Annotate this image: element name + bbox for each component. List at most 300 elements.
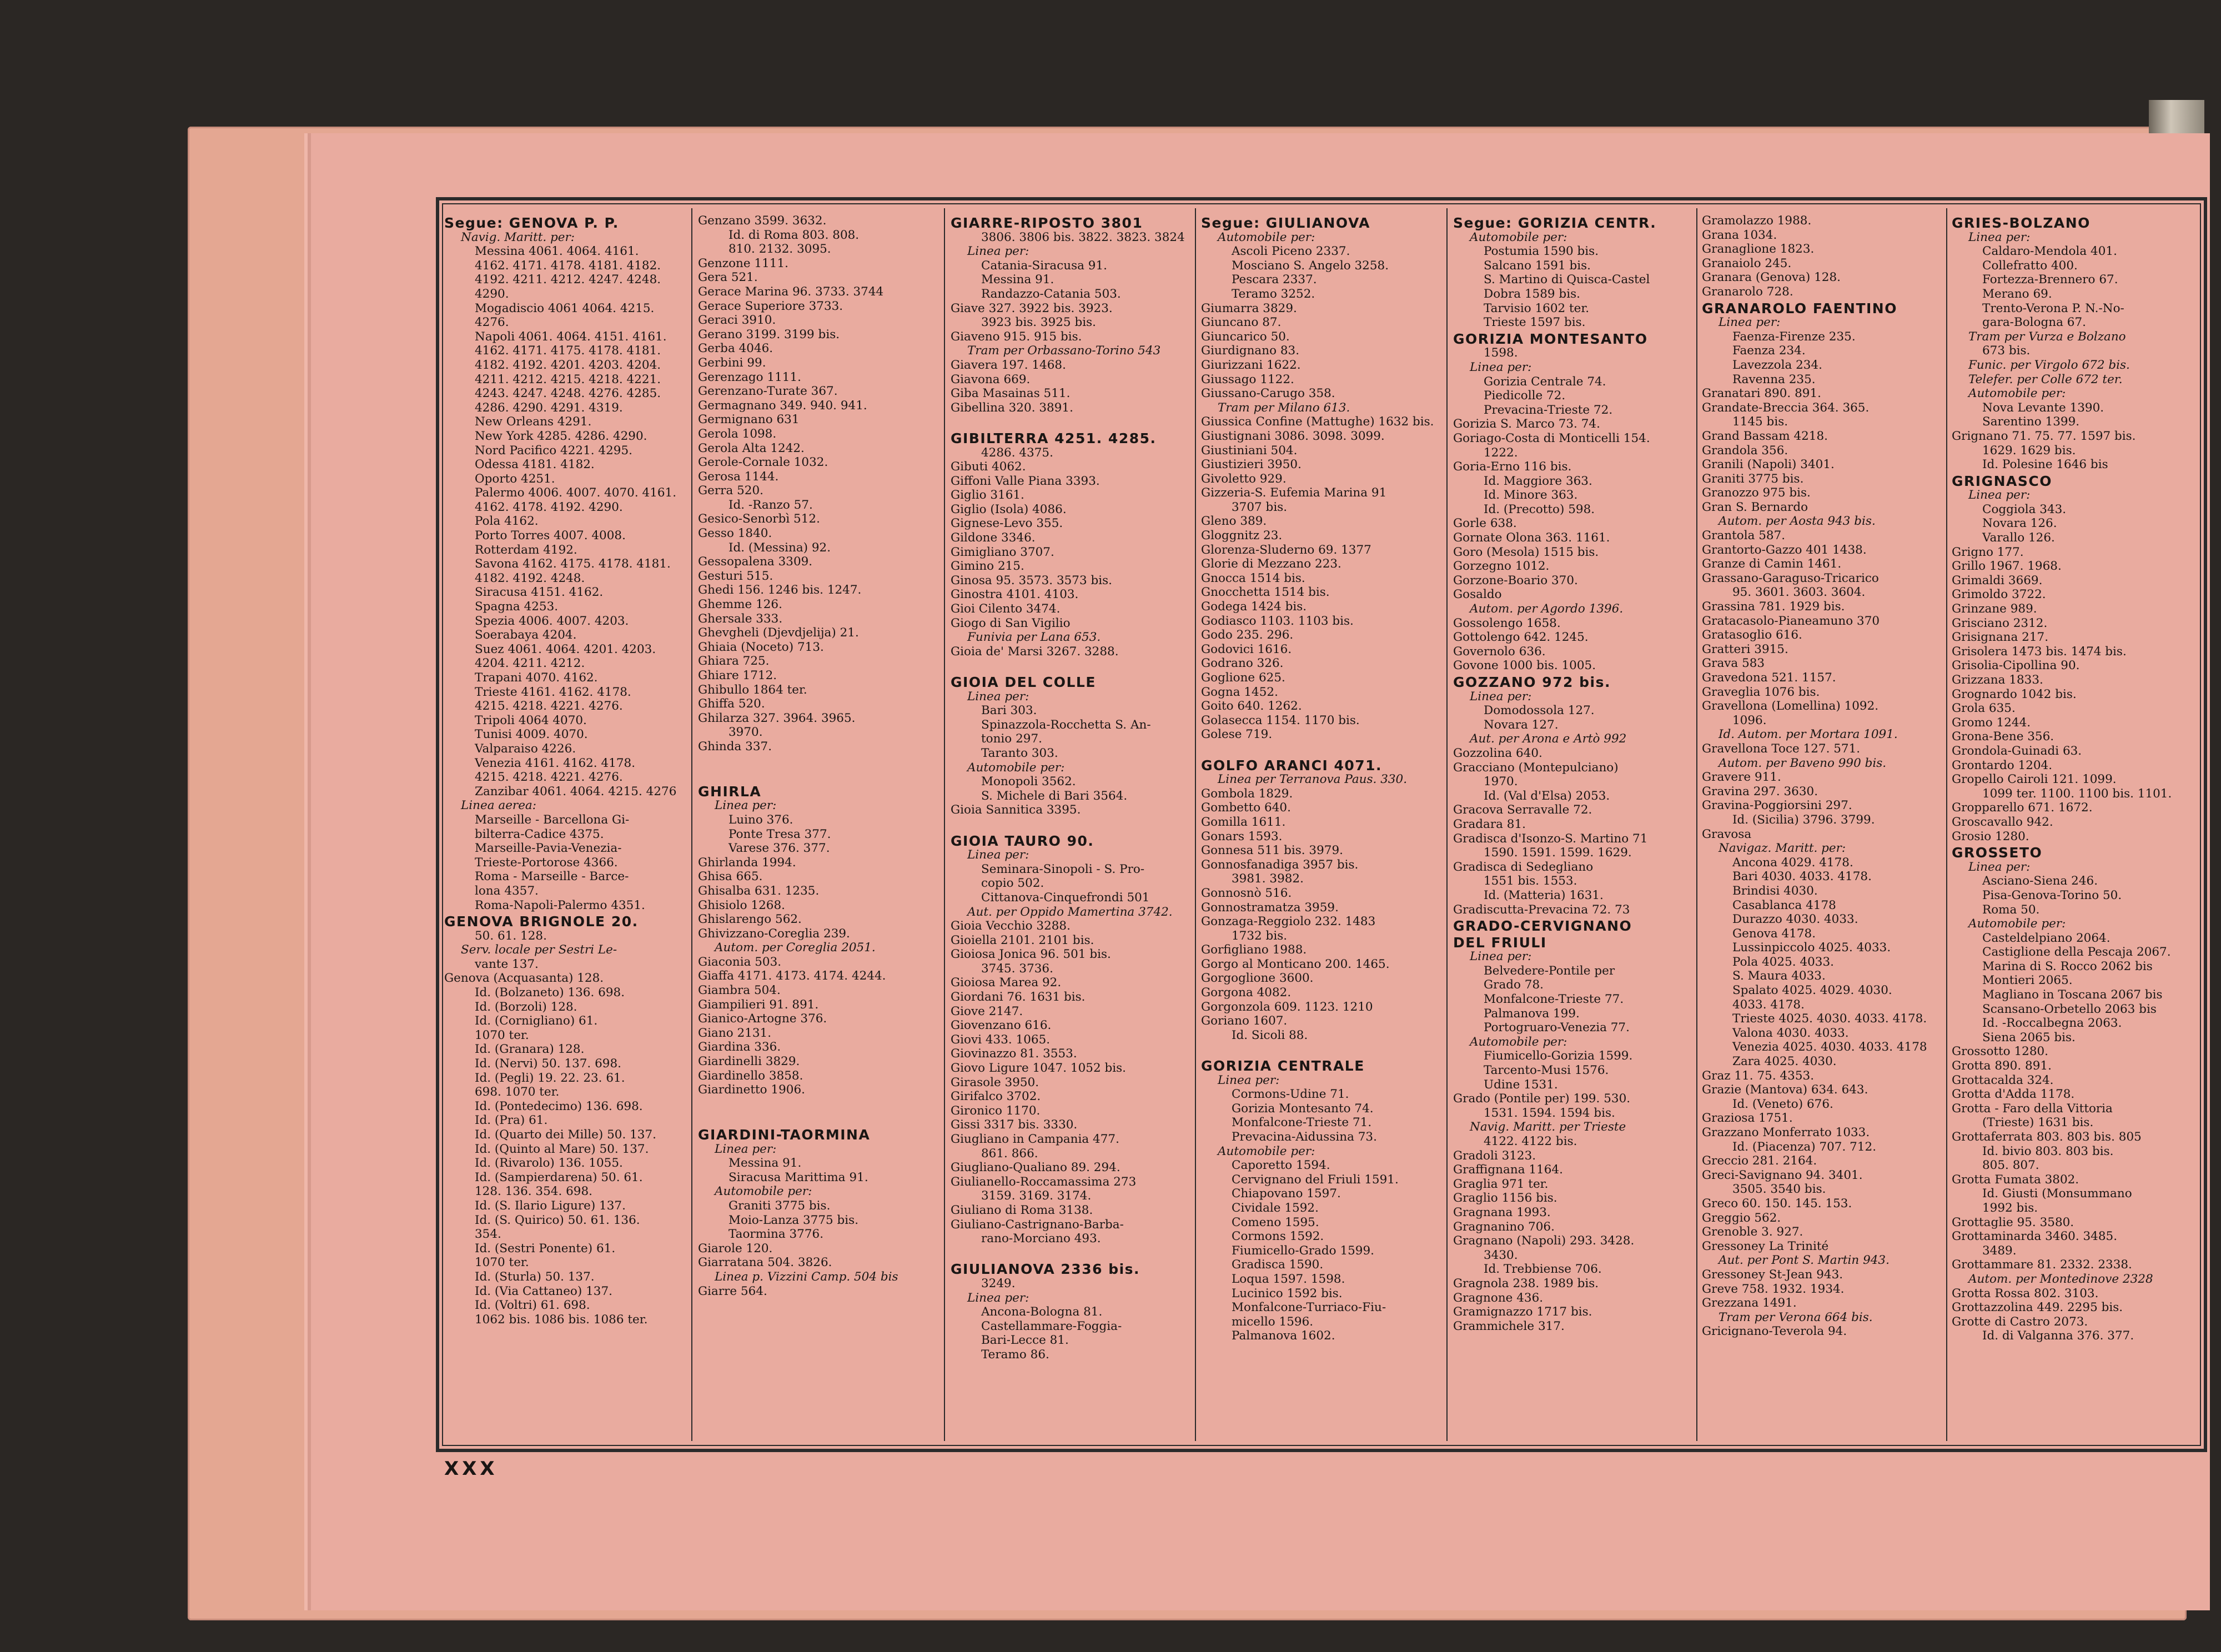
index-entry: Gerola 1098. <box>698 426 777 441</box>
index-entry <box>951 1246 1195 1261</box>
index-entry: Glorenza-Sluderno 69. 1377 <box>1201 543 1371 557</box>
index-entry: Monfalcone-Trieste 77. <box>1484 992 1624 1007</box>
index-entry: Gibuti 4062. <box>951 460 1026 474</box>
index-entry: Linea per: <box>1718 315 1781 330</box>
index-entry: Groscavallo 942. <box>1952 815 2053 829</box>
column-separator <box>944 208 945 1441</box>
index-entry: Casablanca 4178 <box>1732 898 1836 912</box>
index-entry: Ghivizzano-Coreglia 239. <box>698 926 850 941</box>
index-entry: Id. (Quarto dei Mille) 50. 137. <box>475 1128 656 1142</box>
index-entry: Greci-Savignano 94. 3401. <box>1702 1168 1863 1182</box>
index-entry: Linea per: <box>1470 360 1532 374</box>
index-entry: Cervignano del Friuli 1591. <box>1232 1172 1399 1187</box>
index-entry: Automobile per: <box>1968 386 2066 401</box>
index-entry: Gioi Cilento 3474. <box>951 602 1061 616</box>
index-entry: Bari 303. <box>981 704 1037 718</box>
index-entry: 4290. <box>475 287 509 301</box>
index-entry: Funivia per Lana 653. <box>967 630 1101 645</box>
index-entry: Spalato 4025. 4029. 4030. <box>1732 983 1892 998</box>
index-entry: Grenoble 3. 927. <box>1702 1225 1803 1239</box>
index-entry: Seminara-Sinopoli - S. Pro- <box>981 862 1145 876</box>
index-entry: Giugliano-Qualiano 89. 294. <box>951 1161 1120 1175</box>
index-entry: Giurizzani 1622. <box>1201 358 1301 372</box>
index-entry: Graniti 3775 bis. <box>1702 471 1804 486</box>
index-entry: Gonars 1593. <box>1201 829 1283 843</box>
index-entry: Giustiniani 504. <box>1201 443 1298 458</box>
index-entry: Gragnola 238. 1989 bis. <box>1453 1276 1599 1291</box>
index-entry: Cormons 1592. <box>1232 1229 1324 1244</box>
index-entry: Id. bivio 803. 803 bis. <box>1982 1144 2114 1158</box>
index-entry: Gimino 215. <box>951 559 1024 574</box>
index-entry: New Orleans 4291. <box>475 415 592 429</box>
index-entry: 95. 3601. 3603. 3604. <box>1732 585 1866 600</box>
index-entry: Giarole 120. <box>698 1241 773 1256</box>
index-entry: Grassina 781. 1929 bis. <box>1702 600 1845 614</box>
index-entry: Granili (Napoli) 3401. <box>1702 458 1835 472</box>
index-entry: Gonnostramatza 3959. <box>1201 900 1339 915</box>
index-entry: Gravina 297. 3630. <box>1702 784 1818 799</box>
index-entry: Id. (Sturla) 50. 137. <box>475 1269 595 1284</box>
index-entry: Gropello Cairoli 121. 1099. <box>1952 772 2117 787</box>
index-entry: Piedicolle 72. <box>1484 389 1566 403</box>
index-entry: Id. (Nervi) 50. 137. 698. <box>475 1057 621 1071</box>
index-entry: Gragnone 436. <box>1453 1291 1544 1305</box>
index-entry: Novara 126. <box>1982 516 2057 531</box>
index-entry: Soerabaya 4204. <box>475 628 577 642</box>
index-entry: Graveglia 1076 bis. <box>1702 685 1820 699</box>
index-entry: Grillo 1967. 1968. <box>1952 559 2062 574</box>
index-entry: Giampilieri 91. 891. <box>698 997 819 1012</box>
index-entry: Prevacina-Trieste 72. <box>1484 403 1613 417</box>
index-entry: Genova (Acquasanta) 128. <box>444 971 604 986</box>
index-entry: 1629. 1629 bis. <box>1982 443 2076 458</box>
index-entry: Id. (Granara) 128. <box>475 1042 585 1057</box>
index-entry: Udine 1531. <box>1484 1077 1558 1092</box>
index-entry: Navigaz. Maritt. per: <box>1718 841 1846 856</box>
index-entry: Gorzegno 1012. <box>1453 559 1550 574</box>
index-entry: Id. Trebbiense 706. <box>1484 1262 1602 1277</box>
index-entry: Fiumicello-Grado 1599. <box>1232 1243 1374 1258</box>
index-entry: Giussago 1122. <box>1201 372 1294 386</box>
index-entry: Gombetto 640. <box>1201 801 1291 815</box>
index-entry: 3970. <box>728 725 763 740</box>
index-entry: Gloggnitz 23. <box>1201 529 1283 543</box>
index-entry: Ghiaia (Noceto) 713. <box>698 640 824 654</box>
index-entry: Id. Minore 363. <box>1484 488 1578 503</box>
index-entry: Linea per: <box>1968 488 2031 503</box>
index-entry: Gesturi 515. <box>698 569 773 583</box>
index-entry: 3923 bis. 3925 bis. <box>981 315 1096 330</box>
index-entry: Asciano-Siena 246. <box>1982 874 2098 888</box>
index-entry: Grana 1034. <box>1702 228 1777 242</box>
index-entry: Serv. locale per Sestri Le- <box>461 943 617 957</box>
index-entry: Bari 4030. 4033. 4178. <box>1732 870 1872 884</box>
index-entry: Chiapovano 1597. <box>1232 1187 1341 1201</box>
station-heading: GRIES-BOLZANO <box>1952 216 2091 230</box>
index-entry: Germagnano 349. 940. 941. <box>698 398 867 413</box>
index-entry: 128. 136. 354. 698. <box>475 1184 592 1199</box>
index-entry: Nord Pacifico 4221. 4295. <box>475 443 632 458</box>
index-entry: Ghersale 333. <box>698 611 783 626</box>
index-entry: Roma-Napoli-Palermo 4351. <box>475 898 645 912</box>
index-entry: Graz 11. 75. 4353. <box>1702 1068 1815 1083</box>
index-entry: Grontardo 1204. <box>1952 758 2053 772</box>
index-entry: Ghiara 725. <box>698 654 770 669</box>
index-entry: Gibellina 320. 3891. <box>951 400 1073 415</box>
index-entry: Id. (Veneto) 676. <box>1732 1097 1833 1111</box>
index-entry: Varallo 126. <box>1982 531 2055 545</box>
index-entry: Godiasco 1103. 1103 bis. <box>1201 614 1354 628</box>
index-entry: Grottaglie 95. 3580. <box>1952 1215 2074 1229</box>
index-entry: Id. (Pra) 61. <box>475 1113 548 1128</box>
station-heading: GIBILTERRA 4251. 4285. <box>951 431 1157 446</box>
index-entry: Scansano-Orbetello 2063 bis <box>1982 1002 2157 1016</box>
index-entry: Granatari 890. 891. <box>1702 386 1821 401</box>
index-entry: 4215. 4218. 4221. 4276. <box>475 770 623 785</box>
index-column-3 <box>951 214 1195 1441</box>
index-entry: Ginostra 4101. 4103. <box>951 588 1079 602</box>
index-entry: Gissi 3317 bis. 3330. <box>951 1118 1078 1132</box>
index-entry: Tram per Verona 664 bis. <box>1718 1310 1873 1324</box>
index-entry: Greggio 562. <box>1702 1211 1781 1225</box>
index-entry: Grotta - Faro della Vittoria <box>1952 1101 2113 1116</box>
index-entry: Gorfigliano 1988. <box>1201 943 1307 957</box>
index-entry: 354. <box>475 1227 501 1242</box>
index-entry: Goria-Erno 116 bis. <box>1453 460 1572 474</box>
index-entry: 4211. 4212. 4215. 4218. 4221. <box>475 372 661 386</box>
index-entry: Id. Giusti (Monsummano <box>1982 1187 2132 1201</box>
index-entry: Girifalco 3702. <box>951 1089 1041 1104</box>
index-entry: Graziosa 1751. <box>1702 1111 1793 1126</box>
index-entry: 4192. 4211. 4212. 4247. 4248. <box>475 273 661 287</box>
index-entry: Lavezzola 234. <box>1732 358 1822 372</box>
index-entry: 1590. 1591. 1599. 1629. <box>1484 846 1632 860</box>
index-entry: 1598. <box>1484 346 1518 360</box>
index-column-2 <box>698 214 942 1441</box>
index-entry: Caldaro-Mendola 401. <box>1982 244 2117 259</box>
index-entry: Durazzo 4030. 4033. <box>1732 912 1858 927</box>
index-entry: 3745. 3736. <box>981 961 1053 976</box>
index-entry: micello 1596. <box>1232 1314 1314 1329</box>
index-entry: Prevacina-Aidussina 73. <box>1232 1130 1377 1144</box>
index-entry: Id. (Cornigliano) 61. <box>475 1014 598 1028</box>
index-entry: (Trieste) 1631 bis. <box>1982 1116 2094 1130</box>
index-entry: Id. (Borzoli) 128. <box>475 1000 577 1014</box>
index-entry: Giordani 76. 1631 bis. <box>951 990 1086 1005</box>
index-entry: Marina di S. Rocco 2062 bis <box>1982 959 2153 973</box>
index-entry: Givoletto 929. <box>1201 471 1287 486</box>
index-entry: Giambra 504. <box>698 983 781 998</box>
index-entry: Gironico 1170. <box>951 1103 1041 1118</box>
index-entry: Grosio 1280. <box>1952 829 2029 843</box>
station-heading: GRANAROLO FAENTINO <box>1702 301 1897 316</box>
page-number: XXX <box>444 1458 498 1480</box>
index-entry: Id. (Via Cattaneo) 137. <box>475 1284 612 1298</box>
index-entry: Gesico-Senorbì 512. <box>698 512 820 526</box>
index-entry: Trieste 4161. 4162. 4178. <box>475 685 631 699</box>
index-column-1 <box>444 214 689 1441</box>
index-entry: Gran S. Bernardo <box>1702 500 1808 514</box>
index-entry: Grado (Pontile per) 199. 530. <box>1453 1092 1631 1106</box>
index-entry: Gorle 638. <box>1453 516 1517 531</box>
column-separator <box>1696 208 1697 1441</box>
index-entry: Linea per: <box>967 848 1029 862</box>
index-entry: Autom. per Agordo 1396. <box>1470 602 1624 616</box>
index-entry: 3981. 3982. <box>1232 872 1304 886</box>
index-entry: Gerola Alta 1242. <box>698 441 805 455</box>
index-entry: Id. (Messina) 92. <box>728 540 831 555</box>
index-entry: Linea per: <box>1470 689 1532 704</box>
index-entry: Spinazzola-Rocchetta S. An- <box>981 717 1151 732</box>
index-entry: rano-Morciano 493. <box>981 1232 1101 1246</box>
column-separator <box>1946 208 1947 1441</box>
index-entry: Giaffa 4171. 4173. 4174. 4244. <box>698 969 886 983</box>
index-entry: Grognardo 1042 bis. <box>1952 687 2077 701</box>
index-entry: Linea per: <box>1218 1073 1280 1087</box>
index-entry: Giove 2147. <box>951 1004 1023 1018</box>
index-entry: Autom. per Aosta 943 bis. <box>1718 514 1876 529</box>
index-entry: Gradisca di Sedegliano <box>1453 860 1594 874</box>
station-heading: GHIRLA <box>698 784 762 799</box>
index-entry: Gerenzago 1111. <box>698 370 801 384</box>
index-entry: Id. (Rivarolo) 136. 1055. <box>475 1156 623 1171</box>
index-entry: Id. Autom. per Mortara 1091. <box>1718 727 1898 742</box>
index-entry: Belvedere-Pontile per <box>1484 963 1615 978</box>
index-entry: Giuliano di Roma 3138. <box>951 1203 1093 1217</box>
index-entry: Govone 1000 bis. 1005. <box>1453 659 1596 673</box>
index-entry: Grossotto 1280. <box>1952 1045 2049 1059</box>
index-entry: Aut. per Oppido Mamertina 3742. <box>967 905 1173 919</box>
index-entry: 810. 2132. 3095. <box>728 242 831 257</box>
index-entry: Linea per: <box>967 1291 1029 1305</box>
index-entry: Ancona 4029. 4178. <box>1732 855 1853 870</box>
index-entry: Gioiosa Jonica 96. 501 bis. <box>951 947 1111 962</box>
index-entry: Grignano 71. 75. 77. 1597 bis. <box>1952 429 2136 443</box>
index-entry: Gerosa 1144. <box>698 469 779 484</box>
index-entry: Lussinpiccolo 4025. 4033. <box>1732 941 1891 955</box>
index-entry: Id. Maggiore 363. <box>1484 474 1592 488</box>
index-entry: Comeno 1595. <box>1232 1215 1319 1229</box>
index-entry: 4122. 4122 bis. <box>1484 1134 1577 1148</box>
index-entry: Grigno 177. <box>1952 545 2024 559</box>
index-entry: Gerra 520. <box>698 484 763 498</box>
station-heading: GRADO-CERVIGNANO <box>1453 919 1632 933</box>
index-entry: Loqua 1597. 1598. <box>1232 1272 1345 1286</box>
index-entry: Gramignazzo 1717 bis. <box>1453 1305 1592 1319</box>
index-entry: Ghisa 665. <box>698 870 763 884</box>
index-entry: Grava 583 <box>1702 656 1765 671</box>
index-entry <box>698 1111 942 1126</box>
index-entry: 3806. 3806 bis. 3822. 3823. 3824 <box>981 230 1185 244</box>
index-entry: Grizzana 1833. <box>1952 673 2043 687</box>
index-entry: Giarre 564. <box>698 1284 767 1298</box>
index-entry: 4033. 4178. <box>1732 997 1805 1012</box>
index-entry: Grottaferrata 803. 803 bis. 805 <box>1952 1130 2142 1144</box>
index-entry: Id. (Quinto al Mare) 50. 137. <box>475 1142 649 1156</box>
index-entry: 4162. 4178. 4192. 4290. <box>475 500 623 514</box>
station-heading: Segue: GORIZIA CENTR. <box>1453 216 1657 230</box>
index-entry: Graglio 1156 bis. <box>1453 1191 1557 1206</box>
column-separator <box>1446 208 1448 1441</box>
index-entry: Zanzibar 4061. 4064. 4215. 4276 <box>475 784 677 799</box>
index-entry: Gomilla 1611. <box>1201 815 1286 829</box>
index-entry <box>698 1097 942 1112</box>
index-entry: 4286. 4375. <box>981 445 1053 460</box>
index-entry: Gioiella 2101. 2101 bis. <box>951 933 1094 947</box>
index-entry <box>951 415 1195 429</box>
index-entry: Grotta 890. 891. <box>1952 1059 2052 1073</box>
index-entry: Id. (Voltri) 61. 698. <box>475 1298 590 1313</box>
index-entry: Giogo di San Vigilio <box>951 616 1071 630</box>
index-entry: Gottolengo 642. 1245. <box>1453 630 1589 645</box>
index-entry: copio 502. <box>981 876 1044 891</box>
index-entry: Gessopalena 3309. <box>698 555 813 569</box>
index-entry: Moio-Lanza 3775 bis. <box>728 1213 859 1227</box>
index-entry: Mogadiscio 4061 4064. 4215. <box>475 301 655 315</box>
station-heading: DEL FRIULI <box>1453 935 1547 950</box>
index-entry: Giavona 669. <box>951 372 1031 386</box>
index-column-7 <box>1952 214 2196 1441</box>
index-entry: Gradoli 3123. <box>1453 1148 1536 1163</box>
index-entry: Godrano 326. <box>1201 656 1284 671</box>
index-entry: Granarolo 728. <box>1702 284 1793 299</box>
index-entry: Automobile per: <box>1470 1035 1567 1049</box>
index-entry: Grottammare 81. 2332. 2338. <box>1952 1258 2132 1272</box>
index-entry: Messina 91. <box>981 273 1054 287</box>
index-entry: Linea per: <box>1968 860 2031 874</box>
index-entry: S. Martino di Quisca-Castel <box>1484 273 1650 287</box>
index-entry: Goito 640. 1262. <box>1201 699 1302 714</box>
index-entry: Trieste-Portorose 4366. <box>475 855 618 870</box>
index-entry: Gratacasolo-Pianeamuno 370 <box>1702 614 1880 628</box>
index-entry: Valona 4030. 4033. <box>1732 1026 1849 1040</box>
index-entry: Grazie (Mantova) 634. 643. <box>1702 1083 1868 1097</box>
index-entry: New York 4285. 4286. 4290. <box>475 429 647 443</box>
index-entry: 1096. <box>1732 713 1767 727</box>
index-entry: Giuliano-Castrignano-Barba- <box>951 1217 1124 1232</box>
index-entry: Linea per Terranova Paus. 330. <box>1218 772 1408 787</box>
index-entry: Messina 91. <box>728 1156 802 1171</box>
index-entry: 1062 bis. 1086 bis. 1086 ter. <box>475 1312 648 1327</box>
index-entry: Glorie di Mezzano 223. <box>1201 557 1341 571</box>
index-entry: S. Michele di Bari 3564. <box>981 789 1128 803</box>
index-entry: Autom. per Coreglia 2051. <box>715 941 876 955</box>
index-entry: Gozzolina 640. <box>1453 746 1542 760</box>
index-entry: Grottazzolina 449. 2295 bis. <box>1952 1300 2123 1315</box>
index-entry: Caporetto 1594. <box>1232 1158 1330 1173</box>
index-entry: Goro (Mesola) 1515 bis. <box>1453 545 1599 559</box>
index-entry: Porto Torres 4007. 4008. <box>475 529 626 543</box>
index-entry: Girasole 3950. <box>951 1075 1039 1089</box>
index-entry: Giuncarico 50. <box>1201 329 1290 344</box>
index-entry: 3159. 3169. 3174. <box>981 1189 1092 1203</box>
index-entry: 4243. 4247. 4248. 4276. 4285. <box>475 386 661 401</box>
index-entry <box>1201 742 1445 756</box>
index-entry: Goriago-Costa di Monticelli 154. <box>1453 431 1650 445</box>
index-entry: Grona-Bene 356. <box>1952 730 2054 744</box>
index-entry: Gera 521. <box>698 270 758 285</box>
index-entry: Fortezza-Brennero 67. <box>1982 273 2118 287</box>
index-entry: Gravere 911. <box>1702 770 1781 785</box>
index-entry: 1145 bis. <box>1732 415 1788 429</box>
index-entry: Genova 4178. <box>1732 926 1816 941</box>
index-entry: Collefratto 400. <box>1982 258 2078 273</box>
index-entry: Ghinda 337. <box>698 739 772 754</box>
index-entry: Catania-Siracusa 91. <box>981 258 1107 273</box>
index-entry: Giglio 3161. <box>951 488 1024 503</box>
index-entry: lona 4357. <box>475 883 539 898</box>
index-entry: Roma 50. <box>1982 902 2040 917</box>
index-entry: Zara 4025. 4030. <box>1732 1055 1837 1069</box>
index-entry: Gratteri 3915. <box>1702 642 1788 656</box>
index-entry: 3489. <box>1982 1243 2017 1258</box>
index-entry: Grandate-Breccia 364. 365. <box>1702 400 1870 415</box>
index-entry: Ghedi 156. 1246 bis. 1247. <box>698 583 862 597</box>
index-entry: 1070 ter. <box>475 1256 529 1270</box>
index-entry: Dobra 1589 bis. <box>1484 287 1580 301</box>
index-entry: Cividale 1592. <box>1232 1201 1319 1215</box>
index-entry: 3505. 3540 bis. <box>1732 1182 1826 1197</box>
index-entry: Giave 327. 3922 bis. 3923. <box>951 301 1113 315</box>
index-entry: Monopoli 3562. <box>981 775 1076 789</box>
index-entry: Varese 376. 377. <box>728 841 830 856</box>
index-entry: Greco 60. 150. 145. 153. <box>1702 1196 1852 1211</box>
index-entry: Gnocchetta 1514 bis. <box>1201 585 1330 600</box>
station-heading: GROSSETO <box>1952 846 2043 860</box>
index-entry: Gradisca 1590. <box>1232 1258 1324 1272</box>
index-entry: Id. (Val d'Elsa) 2053. <box>1484 789 1610 803</box>
index-entry: Grisolera 1473 bis. 1474 bis. <box>1952 644 2127 659</box>
index-entry: Mosciano S. Angelo 3258. <box>1232 258 1389 273</box>
index-entry: Siracusa 4151. 4162. <box>475 585 604 600</box>
index-entry: Gorgona 4082. <box>1201 986 1292 1000</box>
index-entry: Salcano 1591 bis. <box>1484 258 1591 273</box>
index-entry: Gildone 3346. <box>951 531 1036 545</box>
index-entry: Gonnesa 511 bis. 3979. <box>1201 843 1343 858</box>
index-entry: Gnocca 1514 bis. <box>1201 571 1305 585</box>
index-entry: Gesso 1840. <box>698 526 772 541</box>
station-heading: Segue: GIULIANOVA <box>1201 216 1371 230</box>
index-entry: Monfalcone-Trieste 71. <box>1232 1116 1372 1130</box>
index-entry: Giustizieri 3950. <box>1201 458 1302 472</box>
index-entry: Gerbini 99. <box>698 355 766 370</box>
index-entry: Cittanova-Cinquefrondi 501 <box>981 890 1150 905</box>
index-entry: Genzone 1111. <box>698 256 788 270</box>
index-entry: Giugliano in Campania 477. <box>951 1132 1119 1146</box>
index-entry: Linea per: <box>1968 230 2031 244</box>
column-separator <box>1195 208 1196 1441</box>
index-entry: Pescara 2337. <box>1232 273 1317 287</box>
index-entry: Siracusa Marittima 91. <box>728 1170 868 1184</box>
index-entry: Grantola 587. <box>1702 529 1786 543</box>
index-entry: Gorizia Centrale 74. <box>1484 374 1606 389</box>
index-entry: Gerba 4046. <box>698 342 773 356</box>
index-entry: vante 137. <box>475 957 539 971</box>
index-entry <box>951 817 1195 832</box>
index-entry: Gioia Vecchio 3288. <box>951 919 1071 933</box>
index-entry: Automobile per: <box>1218 230 1315 244</box>
index-entry: Godega 1424 bis. <box>1201 600 1307 614</box>
index-entry: Id. (Matteria) 1631. <box>1484 888 1604 902</box>
index-entry: Gravellona (Lomellina) 1092. <box>1702 699 1879 714</box>
index-entry: Grola 635. <box>1952 701 2016 716</box>
index-entry: Goriano 1607. <box>1201 1014 1288 1028</box>
index-entry: Gravosa <box>1702 827 1752 841</box>
index-entry: Portogruaro-Venezia 77. <box>1484 1021 1630 1035</box>
index-entry: Rotterdam 4192. <box>475 543 577 557</box>
index-entry: Giardinetto 1906. <box>698 1083 805 1097</box>
index-entry: Bari-Lecce 81. <box>981 1333 1069 1348</box>
